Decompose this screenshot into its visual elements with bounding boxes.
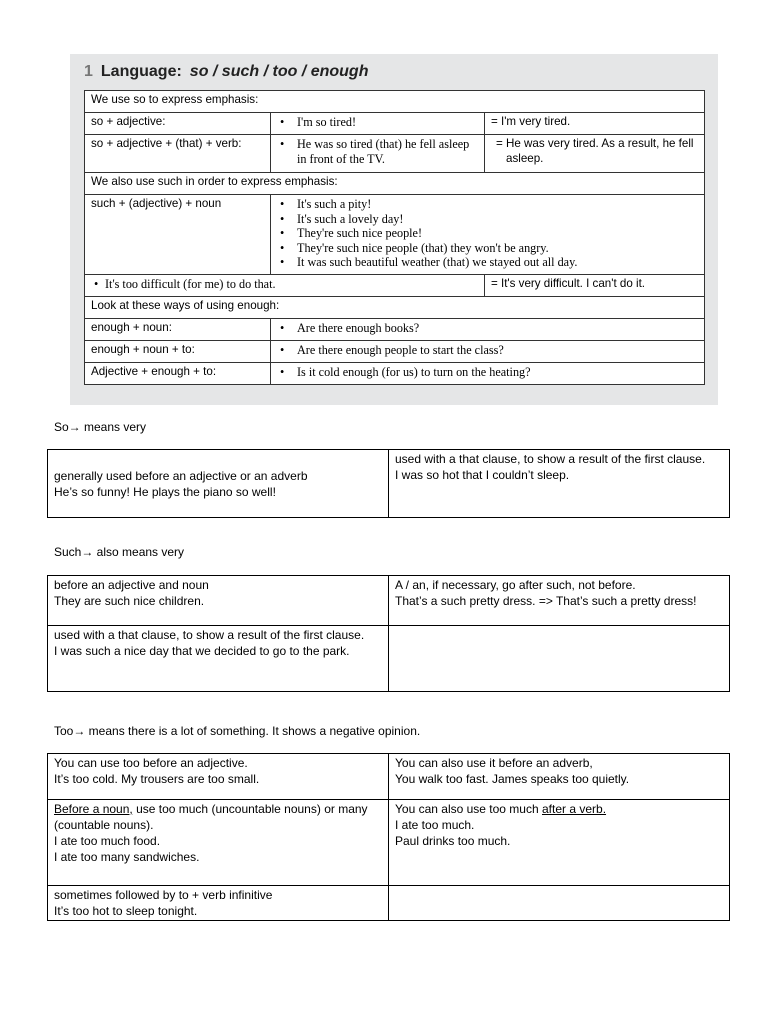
so-adjective-meaning: = I'm very tired. bbox=[485, 113, 705, 135]
such-example: • They're such nice people (that) they won't be angry. bbox=[277, 241, 698, 256]
too-example: • It's too difficult (for me) to do that. bbox=[91, 277, 484, 292]
grammar-table bbox=[84, 90, 705, 385]
such-row2-left-line2: I was such a nice day that we decided to go to the park. bbox=[54, 644, 350, 658]
too-row3-left bbox=[48, 886, 389, 921]
heading-number: 1 bbox=[84, 63, 93, 80]
such-example: • It's such a lovely day! bbox=[277, 212, 698, 227]
too-row2-right-line1-start: You can also use too much bbox=[395, 802, 542, 816]
so-left-cell bbox=[48, 450, 389, 518]
such-examples-list bbox=[277, 197, 698, 270]
such-table bbox=[47, 575, 730, 692]
so-right-cell bbox=[389, 450, 730, 518]
enough-noun-example: • Are there enough books? bbox=[277, 321, 698, 336]
such-row1-right-line1: A / an, if necessary, go after such, not before. bbox=[395, 578, 636, 592]
so-adjective-example: • I'm so tired! bbox=[277, 115, 478, 130]
too-row2-left-line3: I ate too many sandwiches. bbox=[54, 850, 200, 864]
too-row1-right-line2: You walk too fast. James speaks too quietly. bbox=[395, 772, 630, 786]
too-row2-right-line2: I ate too much. bbox=[395, 818, 475, 832]
too-row1-left-line1: You can use too before an adjective. bbox=[54, 756, 248, 770]
so-that-meaning: = He was very tired. As a result, he fell asleep. bbox=[496, 137, 694, 165]
too-row1-right-line1: You can also use it before an adverb, bbox=[395, 756, 593, 770]
such-example: • They're such nice people! bbox=[277, 226, 698, 241]
so-right-line1: used with a that clause, to show a result of the first clause. bbox=[395, 452, 706, 466]
so-left-line1: generally used before an adjective or an adverb bbox=[54, 468, 308, 483]
such-row1-left-line1: before an adjective and noun bbox=[54, 578, 209, 592]
adjective-enough-form: Adjective + enough + to: bbox=[85, 363, 271, 385]
heading-topic: so / such / too / enough bbox=[189, 63, 369, 80]
grammar-heading bbox=[84, 63, 368, 81]
so-table bbox=[47, 449, 730, 518]
too-row2-left-line2: I ate too much food. bbox=[54, 834, 161, 848]
such-row1-left-line2: They are such nice children. bbox=[54, 594, 205, 608]
heading-label: Language: bbox=[100, 63, 182, 80]
too-row2-right-line1 bbox=[395, 801, 723, 817]
grammar-reference-image bbox=[70, 54, 718, 405]
so-intro: We use so to express emphasis: bbox=[85, 91, 705, 113]
such-intro: We also use such in order to express emphasis: bbox=[85, 173, 705, 195]
so-that-example: • He was so tired (that) he fell asleep in front of the TV. bbox=[277, 137, 478, 166]
too-meaning: = It's very difficult. I can't do it. bbox=[485, 275, 705, 297]
such-row1-right bbox=[389, 576, 730, 626]
too-section-label: Too→ means there is a lot of something. It shows a negative opinion. bbox=[54, 724, 421, 738]
enough-noun-to-example: • Are there enough people to start the class? bbox=[277, 343, 698, 358]
such-form: such + (adjective) + noun bbox=[85, 195, 271, 275]
enough-noun-form: enough + noun: bbox=[85, 319, 271, 341]
too-row1-left-line2: It’s too cold. My trousers are too small. bbox=[54, 772, 260, 786]
such-row2-left bbox=[48, 626, 389, 692]
too-row2-right-line3: Paul drinks too much. bbox=[395, 834, 511, 848]
too-row2-left-line1 bbox=[54, 801, 382, 833]
after-a-verb-underlined: after a verb. bbox=[542, 802, 607, 816]
enough-intro: Look at these ways of using enough: bbox=[85, 297, 705, 319]
such-row1-left bbox=[48, 576, 389, 626]
such-example: • It's such a pity! bbox=[277, 197, 698, 212]
too-row3-left-line2: It’s too hot to sleep tonight. bbox=[54, 904, 198, 918]
too-row1-left bbox=[48, 754, 389, 800]
so-section-label: So→ means very bbox=[54, 420, 147, 434]
such-section-label: Such→ also means very bbox=[54, 545, 185, 559]
too-row3-right-empty bbox=[389, 886, 730, 921]
enough-noun-to-form: enough + noun + to: bbox=[85, 341, 271, 363]
so-that-form: so + adjective + (that) + verb: bbox=[85, 135, 271, 173]
adjective-enough-example: • Is it cold enough (for us) to turn on the heating? bbox=[277, 365, 698, 380]
too-row3-left-line1: sometimes followed by to + verb infinitive bbox=[54, 888, 273, 902]
too-table bbox=[47, 753, 730, 921]
such-row2-right-empty bbox=[389, 626, 730, 692]
too-row1-right bbox=[389, 754, 730, 800]
such-example: • It was such beautiful weather (that) we stayed out all day. bbox=[277, 255, 698, 270]
so-adjective-form: so + adjective: bbox=[85, 113, 271, 135]
such-row1-right-line2: That’s a such pretty dress. => That’s such a pretty dress! bbox=[395, 594, 697, 608]
before-a-noun-underlined: Before a noun, bbox=[54, 802, 133, 816]
too-row2-left bbox=[48, 800, 389, 886]
too-row2-left-line1-rest: use too much (uncountable nouns) or many (countable nouns). bbox=[54, 802, 368, 832]
too-row2-right bbox=[389, 800, 730, 886]
so-right-line2: I was so hot that I couldn’t sleep. bbox=[395, 468, 570, 482]
so-left-line2: He’s so funny! He plays the piano so well! bbox=[54, 484, 276, 499]
such-row2-left-line1: used with a that clause, to show a result of the first clause. bbox=[54, 628, 365, 642]
